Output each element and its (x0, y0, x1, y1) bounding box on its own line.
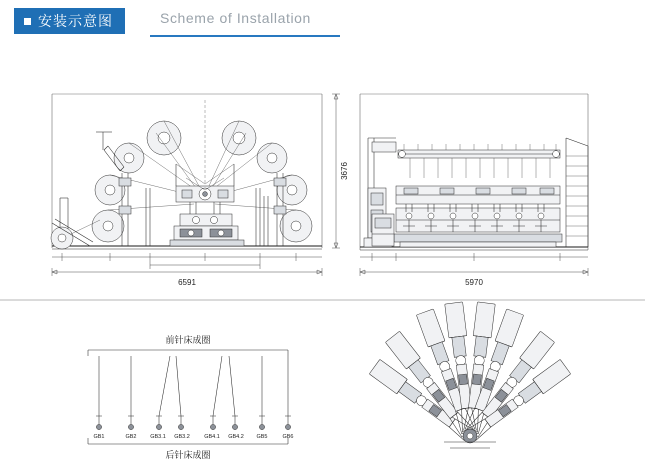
drawing-area (0, 38, 645, 464)
back-needle-bed-label: 后针床成圈 (165, 450, 211, 460)
guide-bar-label-gb41: GB4.1 (204, 434, 220, 440)
access-ladder (566, 138, 588, 247)
dimension-5970 (360, 268, 588, 287)
guide-bar-lapping-diagram (88, 334, 294, 460)
dimension-ticks-front (52, 253, 322, 269)
header-underline (150, 35, 340, 37)
guide-bar-label-gb31: GB3.1 (150, 434, 166, 440)
guide-bar-gb6 (282, 356, 293, 440)
guide-bar-label-gb5: GB5 (256, 434, 268, 440)
dimension-label-3676: 3676 (340, 162, 349, 180)
guide-bar-label-gb1: GB1 (93, 434, 105, 440)
machine-front-elevation (51, 94, 322, 287)
guide-bar-gb2 (125, 356, 136, 440)
dimension-label-6591: 6591 (178, 278, 196, 287)
page-title-en: Scheme of Installation (160, 10, 311, 26)
guide-bar-gb3 (150, 356, 190, 440)
badge-square-icon (24, 18, 31, 25)
side-main-body (394, 186, 562, 247)
dimension-3676 (332, 94, 349, 248)
guide-bar-gb4 (204, 356, 244, 440)
dimension-6591 (52, 268, 322, 287)
side-control-box (372, 214, 394, 246)
front-needle-bed-label: 前针床成圈 (165, 335, 211, 345)
guide-bar-gb5 (256, 356, 267, 440)
guide-bar-label-gb32: GB3.2 (174, 434, 190, 440)
dimension-label-5970: 5970 (465, 278, 483, 287)
machine-side-elevation (360, 94, 588, 287)
side-top-beam (398, 144, 560, 178)
guide-bar-label-gb42: GB4.2 (228, 434, 244, 440)
guide-bar-gb1 (93, 356, 104, 440)
page-title-cn: 安装示意图 (38, 13, 113, 29)
page-title-badge (14, 8, 125, 34)
guide-bar-label-gb2: GB2 (125, 434, 137, 440)
guide-bar-fan-arrangement (369, 302, 571, 448)
page-header (0, 8, 645, 38)
guide-bar-label-gb6: GB6 (282, 434, 294, 440)
